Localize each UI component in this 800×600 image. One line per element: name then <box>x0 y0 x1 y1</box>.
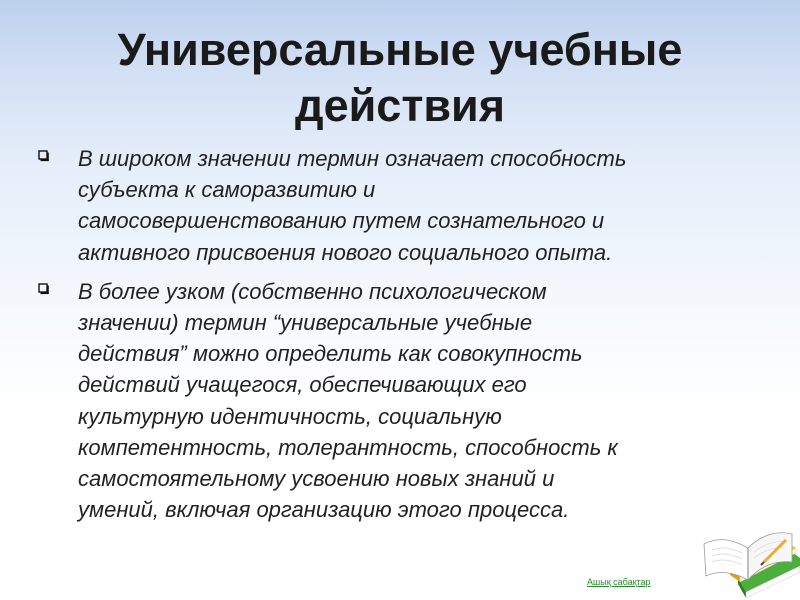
bullet-text: В более узком (собственно психологическом значении) термин “универсальные учебные действия” можно определить как совокупность действий учащегося, обеспечивающих его культурную идентичность, социальную компетентность, толерантность, способность к самостоятельному усвоению новых знаний и умений, включая организацию этого процесса. <box>78 278 618 523</box>
hollow-square-bullet-icon <box>38 283 50 295</box>
footer-link[interactable]: Ашық сабақтар <box>587 577 651 587</box>
bullet-item <box>38 276 738 526</box>
bullet-list <box>38 143 738 533</box>
bullet-text: В широком значении термин означает способность субъекта к саморазвитию и самосовершенствованию путем сознательного и активного присвоения нового социального опыта. <box>78 146 627 265</box>
bullet-item <box>38 143 738 268</box>
slide-title: Универсальные учебные действия <box>117 24 683 131</box>
open-book-icon <box>700 500 800 600</box>
hollow-square-bullet-icon <box>38 150 50 162</box>
